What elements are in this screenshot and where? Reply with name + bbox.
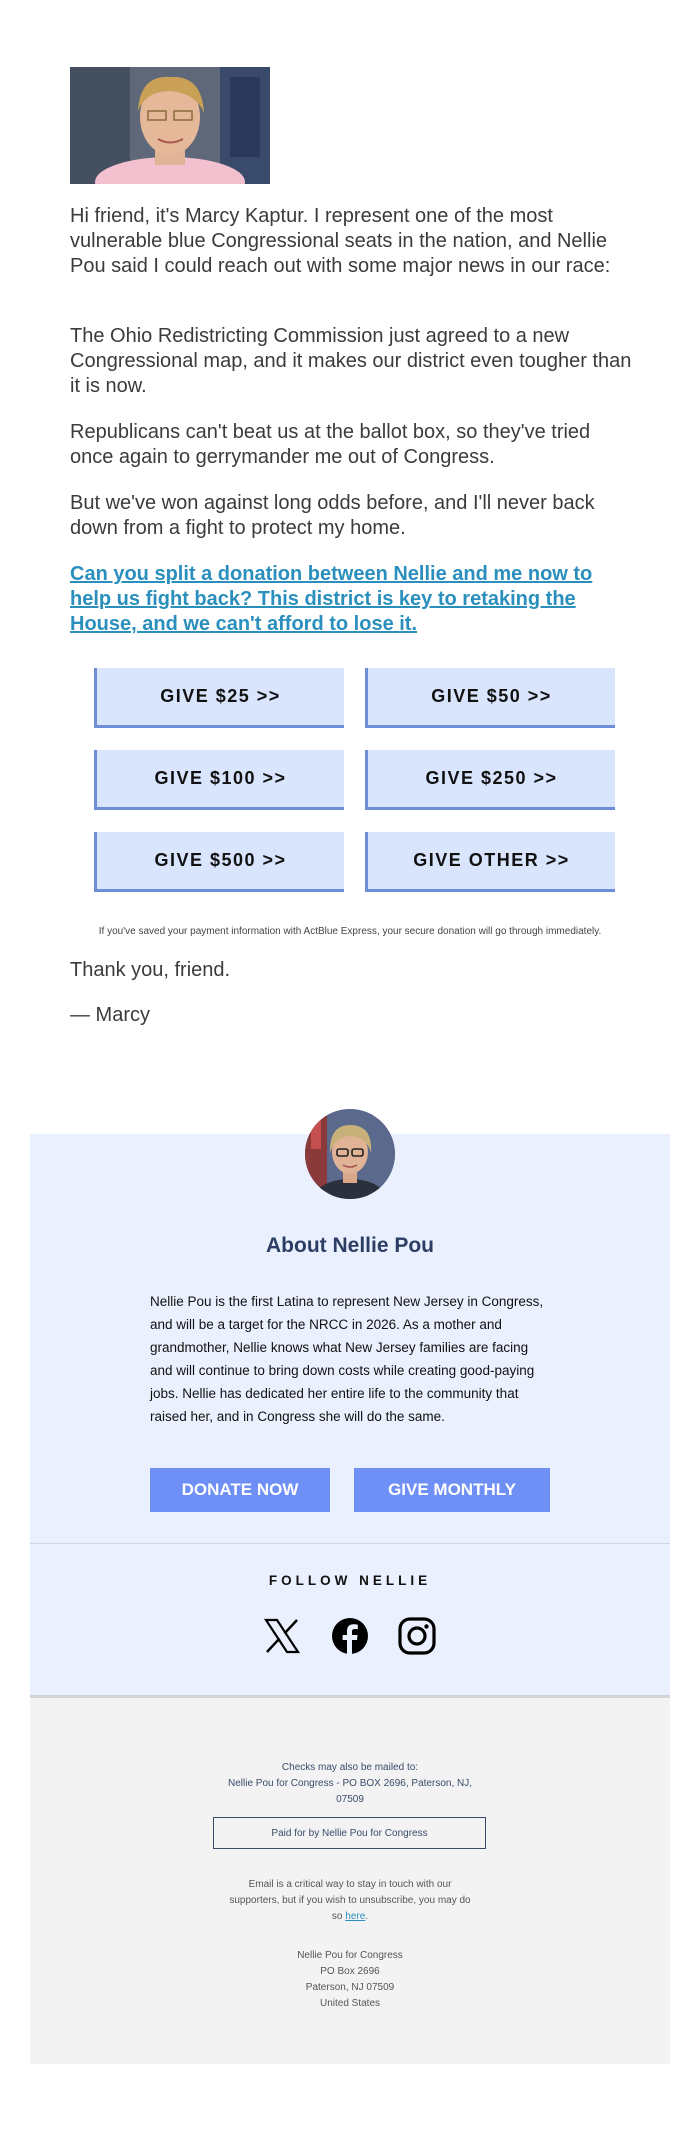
give-250-button[interactable]: GIVE $250 >> bbox=[365, 750, 615, 810]
intro-paragraph-4: But we've won against long odds before, and I'll never back down from a fight to protect my home. bbox=[70, 492, 595, 539]
about-title: About Nellie Pou bbox=[266, 1234, 434, 1257]
donate-now-button[interactable]: DONATE NOW bbox=[150, 1468, 330, 1512]
unsubscribe-prefix: so bbox=[331, 1911, 346, 1922]
address-line-4: United States bbox=[319, 1998, 381, 2009]
address-line-1: Nellie Pou for Congress bbox=[297, 1950, 403, 1961]
intro-paragraph-1: Hi friend, it's Marcy Kaptur. I represent one of the most vulnerable blue Congressional seats in the nation, and Nellie Pou said I could reach out with some major news in our race: bbox=[70, 205, 611, 277]
actblue-express-note: If you've saved your payment information with ActBlue Express, your secure donation will go through immediately. bbox=[98, 926, 602, 937]
address-line-2: PO Box 2696 bbox=[320, 1966, 380, 1977]
give-monthly-button[interactable]: GIVE MONTHLY bbox=[354, 1468, 550, 1512]
mailing-address bbox=[30, 1948, 670, 2012]
give-25-button[interactable]: GIVE $25 >> bbox=[94, 668, 344, 728]
give-50-button[interactable]: GIVE $50 >> bbox=[365, 668, 615, 728]
intro-paragraph-3: Republicans can't beat us at the ballot box, so they've tried once again to gerrymander me out of Congress. bbox=[70, 421, 591, 468]
facebook-icon[interactable] bbox=[330, 1616, 370, 1656]
paid-for-disclaimer: Paid for by Nellie Pou for Congress bbox=[213, 1817, 486, 1849]
follow-title: FOLLOW NELLIE bbox=[268, 1573, 432, 1588]
instagram-icon[interactable] bbox=[397, 1616, 437, 1656]
address-line-3: Paterson, NJ 07509 bbox=[305, 1982, 395, 1993]
signoff-thanks: Thank you, friend. bbox=[70, 959, 231, 981]
unsubscribe-line-1: Email is a critical way to stay in touch with our bbox=[248, 1879, 452, 1890]
checks-line-1: Checks may also be mailed to: bbox=[281, 1762, 419, 1773]
donation-cta-link[interactable]: Can you split a donation between Nellie and me now to help us fight back? This district is key to retaking the House, and we can't afford to lose it. bbox=[70, 563, 593, 635]
give-100-button[interactable]: GIVE $100 >> bbox=[94, 750, 344, 810]
give-other-button[interactable]: GIVE OTHER >> bbox=[365, 832, 615, 892]
checks-mailed-text bbox=[30, 1760, 670, 1808]
x-icon[interactable] bbox=[262, 1616, 302, 1656]
signoff-name: — Marcy bbox=[70, 1004, 150, 1026]
checks-line-2: Nellie Pou for Congress - PO BOX 2696, Paterson, NJ, bbox=[228, 1778, 472, 1789]
marcy-kaptur-photo bbox=[70, 67, 270, 184]
about-body: Nellie Pou is the first Latina to represent New Jersey in Congress, and will be a target for the NRCC in 2026. As a mother and grandmother, Nellie knows what New Jersey families are facing and will continue to bring down costs while creating good-paying jobs. Nellie has dedicated her entire life to the community that raised her, and in Congress she will do the same. bbox=[150, 1294, 544, 1424]
unsubscribe-suffix: . bbox=[365, 1911, 369, 1922]
checks-line-3: 07509 bbox=[336, 1794, 364, 1805]
unsubscribe-line-2: supporters, but if you wish to unsubscribe, you may do bbox=[229, 1895, 471, 1906]
intro-paragraph-2: The Ohio Redistricting Commission just agreed to a new Congressional map, and it makes our district even tougher than it is now. bbox=[70, 325, 632, 397]
give-500-button[interactable]: GIVE $500 >> bbox=[94, 832, 344, 892]
unsubscribe-text bbox=[30, 1877, 670, 1925]
unsubscribe-link[interactable]: here bbox=[345, 1911, 366, 1922]
unsubscribe-line-3 bbox=[30, 1909, 670, 1925]
nellie-pou-avatar bbox=[305, 1109, 395, 1199]
